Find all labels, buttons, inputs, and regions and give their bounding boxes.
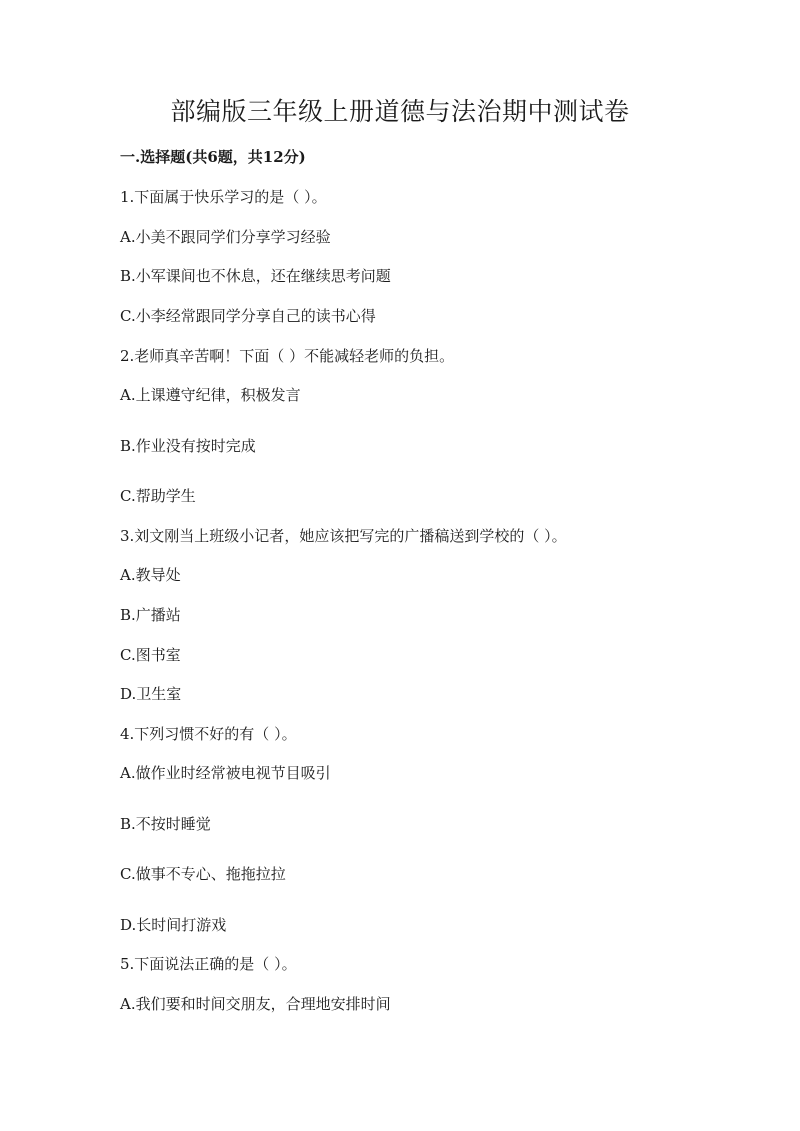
- question-5-option-a: A.我们要和时间交朋友，合理地安排时间: [120, 995, 391, 1013]
- question-3-option-b: B.广播站: [120, 606, 181, 624]
- question-4-option-b: B.不按时睡觉: [120, 815, 211, 833]
- question-1-option-b: B.小军课间也不休息，还在继续思考问题: [120, 267, 391, 285]
- question-4-stem: 4.下列习惯不好的有（ ）。: [120, 725, 297, 743]
- question-1-stem: 1.下面属于快乐学习的是（ ）。: [120, 188, 327, 206]
- question-4-option-a: A.做作业时经常被电视节目吸引: [120, 764, 331, 782]
- section-heading: 一.选择题(共6题，共12分): [120, 148, 306, 166]
- question-2-option-b: B.作业没有按时完成: [120, 437, 256, 455]
- question-2-stem: 2.老师真辛苦啊！下面（ ）不能减轻老师的负担。: [120, 347, 455, 365]
- question-3-option-a: A.教导处: [120, 566, 181, 584]
- question-1-option-c: C.小李经常跟同学分享自己的读书心得: [120, 307, 376, 325]
- question-5-stem: 5.下面说法正确的是（ ）。: [120, 955, 297, 973]
- question-3-option-c: C.图书室: [120, 646, 181, 664]
- question-4-option-c: C.做事不专心、拖拖拉拉: [120, 865, 286, 883]
- question-2-option-c: C.帮助学生: [120, 487, 196, 505]
- question-2-option-a: A.上课遵守纪律，积极发言: [120, 386, 301, 404]
- question-3-option-d: D.卫生室: [120, 685, 182, 703]
- question-1-option-a: A.小美不跟同学们分享学习经验: [120, 228, 331, 246]
- question-4-option-d: D.长时间打游戏: [120, 916, 227, 934]
- question-3-stem: 3.刘文刚当上班级小记者，她应该把写完的广播稿送到学校的（ ）。: [120, 527, 567, 545]
- page-title: 部编版三年级上册道德与法治期中测试卷: [170, 97, 630, 126]
